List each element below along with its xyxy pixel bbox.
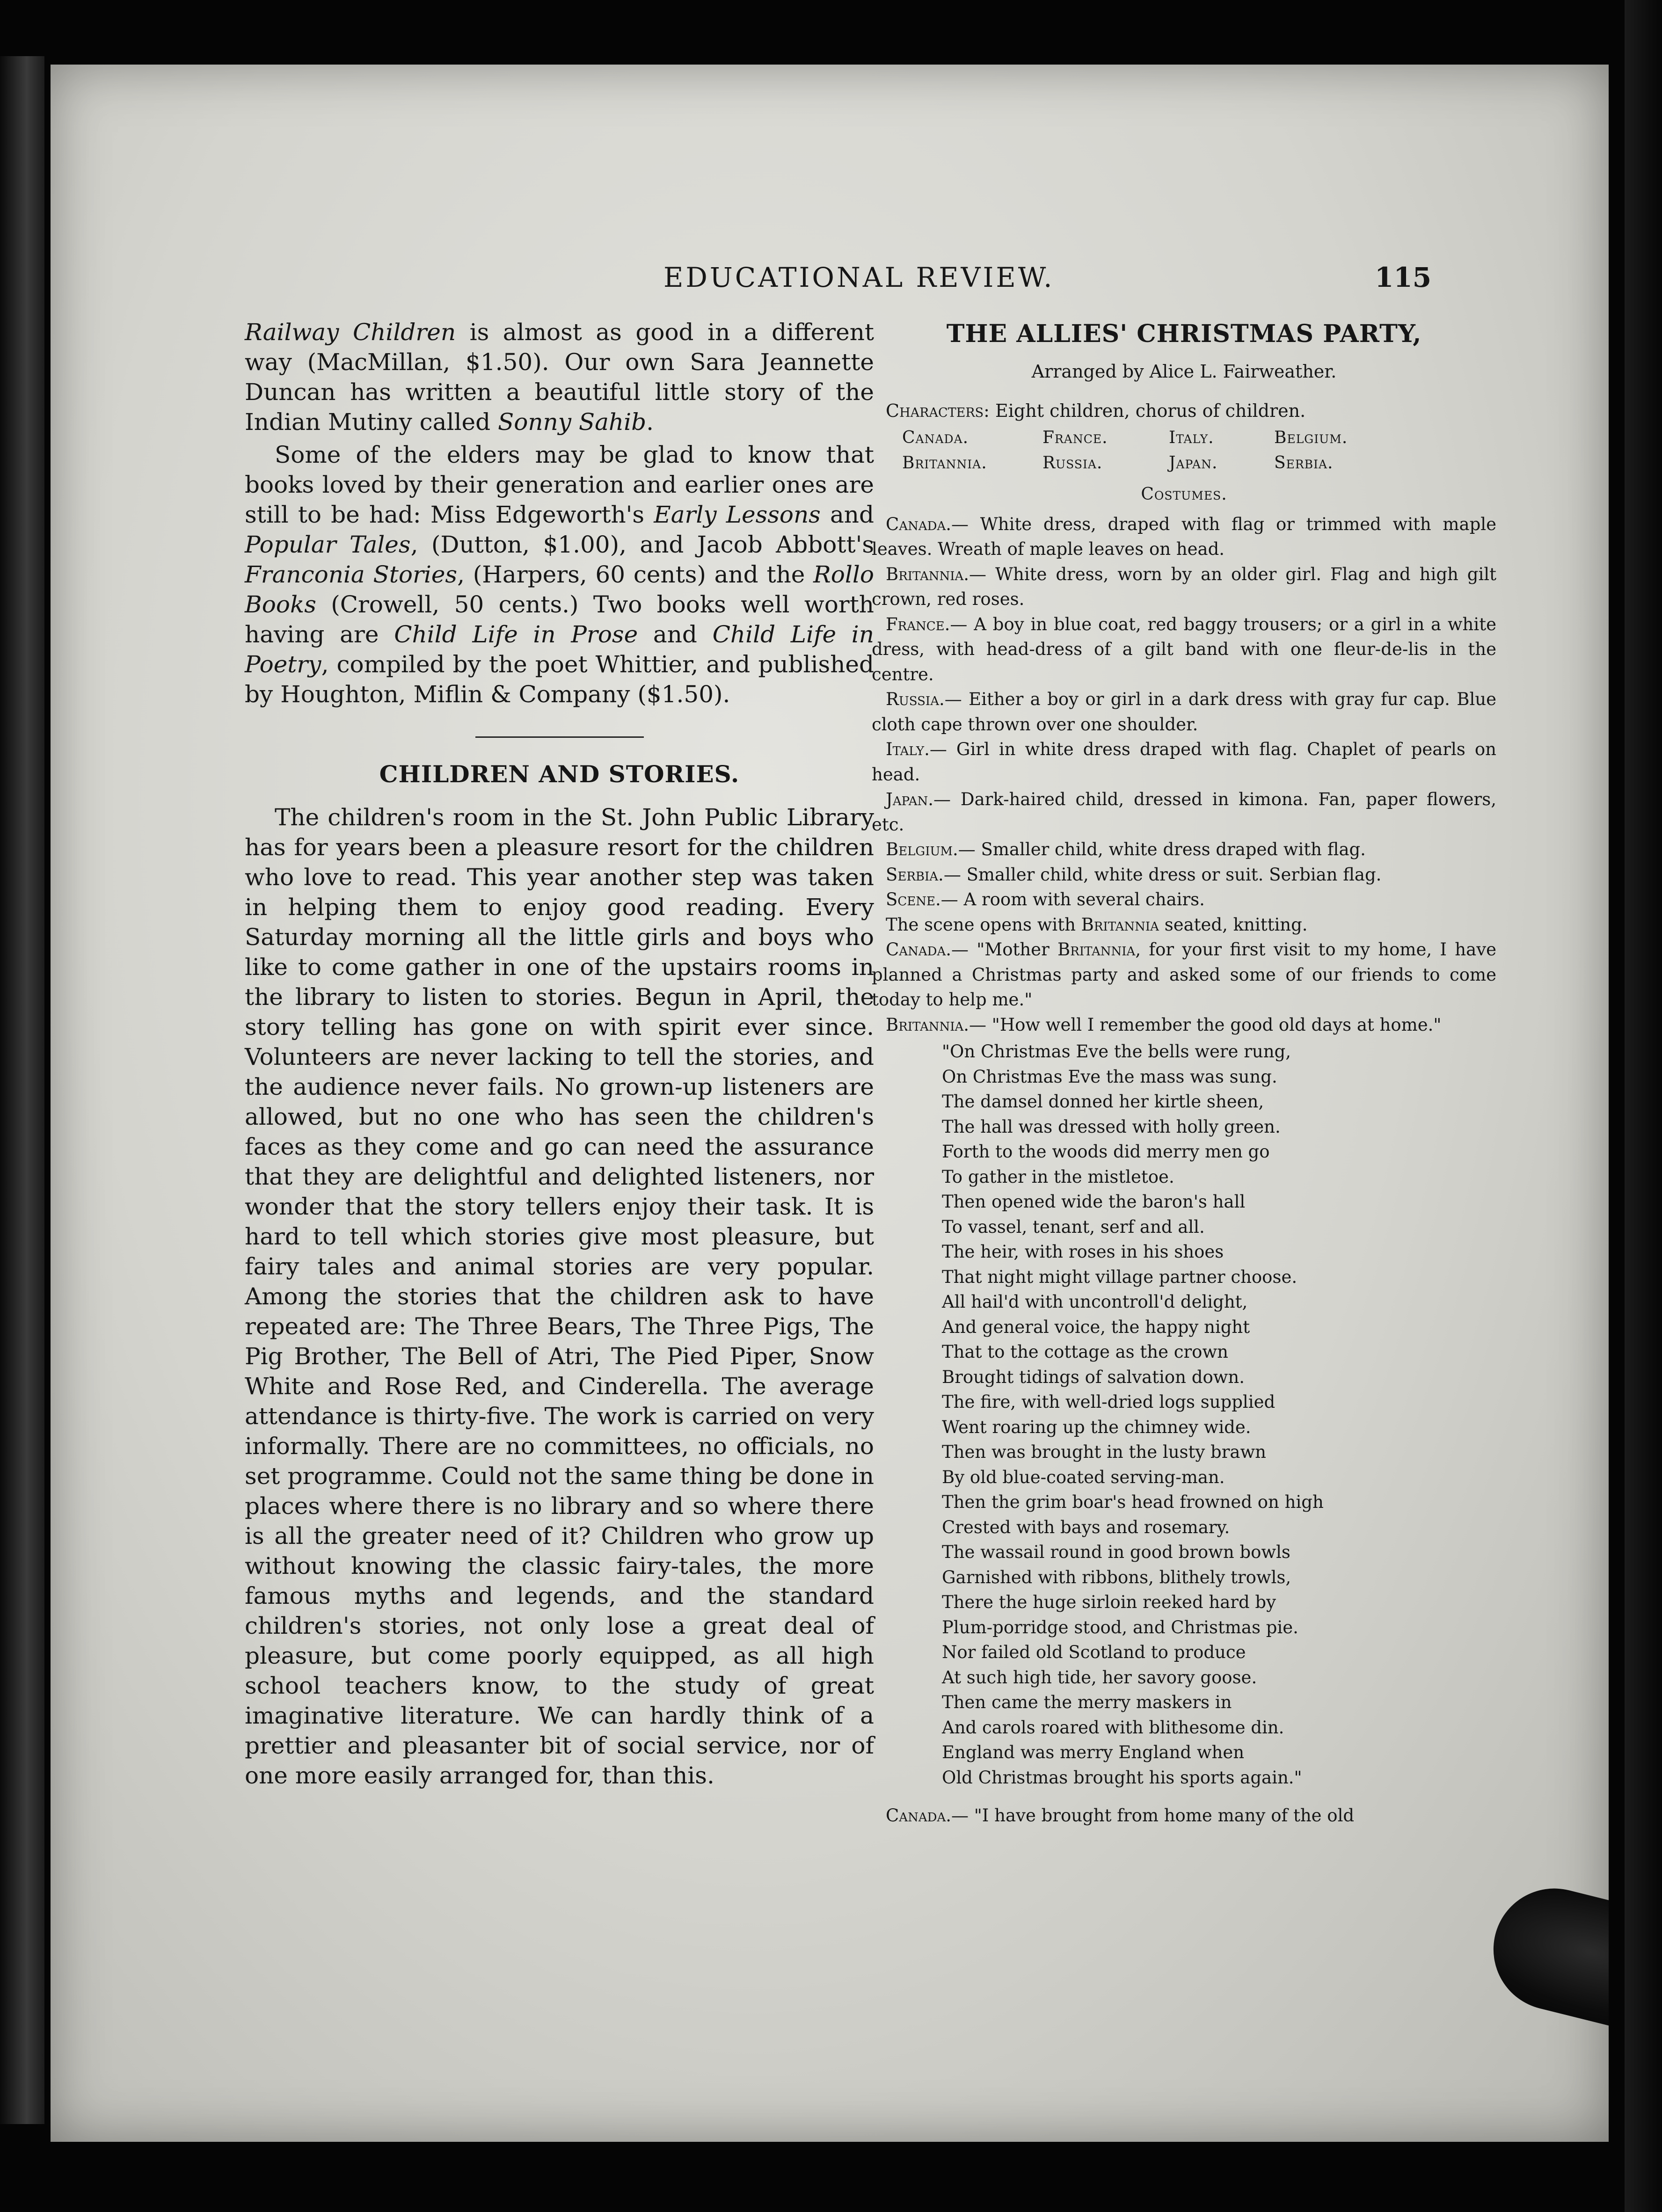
para2-text-e: (Crowell, 50 cents.) Two books well worth having are xyxy=(245,591,874,648)
poem-line: By old blue-coated serving-man. xyxy=(942,1467,1225,1487)
costume-entry xyxy=(872,787,1496,837)
poem-line: Then was brought in the lusty brawn xyxy=(942,1442,1266,1462)
poem-line: Plum-porridge stood, and Christmas pie. xyxy=(942,1617,1298,1637)
title-franconia-stories: Franconia Stories xyxy=(245,561,458,588)
country-name: Russia. xyxy=(1042,453,1103,473)
para2-text-d: , (Harpers, 60 cents) and the xyxy=(457,561,814,588)
title-child-life-prose: Child Life in Prose xyxy=(394,621,638,648)
title-early-lessons: Early Lessons xyxy=(654,501,821,528)
dialogue-britannia xyxy=(872,1012,1496,1038)
para2-text-a: Some of the elders may be glad to know that books loved by their generation and earlier ones are still to be had: Miss Edgeworth's xyxy=(245,441,874,528)
section-divider xyxy=(475,736,644,738)
entry-text: — White dress, draped with flag or trimmed with maple leaves. Wreath of maple leaves on head. xyxy=(872,514,1496,559)
costume-entry xyxy=(872,512,1496,562)
poem-line: The heir, with roses in his shoes xyxy=(942,1242,1224,1262)
running-header xyxy=(51,256,1609,298)
paragraph-elders-books xyxy=(245,440,874,709)
poem-line: Garnished with ribbons, blithely trowls, xyxy=(942,1567,1291,1587)
scene-open-britannia: Britannia xyxy=(1081,914,1159,935)
poem-line: Crested with bays and rosemary. xyxy=(942,1517,1230,1537)
country-name: Serbia. xyxy=(1274,453,1334,473)
scene-entry xyxy=(872,887,1496,912)
entry-name: Belgium. xyxy=(886,839,958,859)
journal-title: EDUCATIONAL REVIEW. xyxy=(663,262,1055,293)
poem-line: At such high tide, her savory goose. xyxy=(942,1667,1257,1688)
scene-open-text: The scene opens with xyxy=(886,914,1081,935)
scene-open-text-end: seated, knitting. xyxy=(1159,914,1308,935)
poem-line: The fire, with well-dried logs supplied xyxy=(942,1392,1276,1412)
entry-text: — Dark-haired child, dressed in kimona. Fan, paper flowers, etc. xyxy=(872,789,1496,835)
entry-text: — Smaller child, white dress draped with flag. xyxy=(958,839,1366,859)
costume-entry xyxy=(872,737,1496,787)
poem-line: All hail'd with uncontroll'd delight, xyxy=(942,1292,1248,1312)
characters-label: Characters: xyxy=(886,400,990,421)
para1-end: . xyxy=(646,408,654,436)
characters-line xyxy=(886,399,1496,424)
poem-line: On Christmas Eve the mass was sung. xyxy=(942,1066,1277,1087)
christmas-poem xyxy=(942,1039,1496,1790)
title-child-life-poetry: Child Life in Poetry xyxy=(245,621,875,678)
speaker-britannia: Britannia. xyxy=(886,1014,970,1035)
costume-entry xyxy=(872,862,1496,888)
costume-entry xyxy=(872,612,1496,687)
right-column xyxy=(872,317,1496,1828)
article-title-allies-party: THE ALLIES' CHRISTMAS PARTY, xyxy=(946,320,1422,348)
entry-text: — White dress, worn by an older girl. Flag and high gilt crown, red roses. xyxy=(872,564,1496,609)
characters-text: Eight children, chorus of children. xyxy=(989,400,1306,421)
poem-line: Old Christmas brought his sports again." xyxy=(942,1767,1302,1788)
dialogue-canada-final xyxy=(872,1803,1496,1828)
poem-line: England was merry England when xyxy=(942,1742,1245,1762)
paragraph-children-stories: The children's room in the St. John Public Library has for years been a pleasure resort for the children who love to read. This year another step was taken in helping them to enjoy good reading. Every Saturday morning all the little girls and boys who like to come gather in one of the upstairs rooms in the library to listen to stories. Begun in April, the story telling has gone on with spirit ever since. Volunteers are never lacking to tell the stories, and the audience never fails. No grown-up listeners are allowed, but no one who has seen the children's faces as they come and go can need the assurance that they are delightful and delighted listeners, nor wonder that the story tellers enjoy their task. It is hard to tell which stories give most pleasure, but fairy tales and animal stories are very popular. Among the stories that the children ask to have repeated are: The Three Bears, The Three Pigs, The Pig Brother, The Bell of Atri, The Pied Piper, Snow White and Rose Red, and Cinderella. The average attendance is thirty-five. The work is carried on very informally. There are no committees, no officials, no set programme. Could not the same thing be done in places where there is no library and so where there is all the greater need of it? Children who grow up without knowing the classic fairy-tales, the more famous myths and legends, and the standard children's stories, not only lose a great deal of pleasure, but come poorly equipped, as all high school teachers know, to the study of great imaginative literature. We can hardly think of a prettier and pleasanter bit of social service, nor of one more easily arranged for, than this. xyxy=(245,804,874,1789)
poem-line: Then the grim boar's head frowned on high xyxy=(942,1492,1324,1512)
title-railway-children: Railway Children xyxy=(245,319,456,346)
book-page xyxy=(51,65,1609,2142)
entry-text: — A boy in blue coat, red baggy trousers; or a girl in a white dress, with head-dress of a gilt band with one fleur-de-lis in the centre. xyxy=(872,614,1496,684)
title-rollo-books: Rollo Books xyxy=(245,561,874,618)
page-number: 115 xyxy=(1375,262,1432,293)
poem-line: Nor failed old Scotland to produce xyxy=(942,1642,1246,1662)
left-column xyxy=(245,317,874,1793)
para1-text: is almost as good in a different way (MacMillan, $1.50). Our own Sara Jeannette Duncan has written a beautiful little story of the Indian Mutiny called xyxy=(245,319,875,436)
title-popular-tales: Popular Tales xyxy=(245,531,411,558)
costume-entry xyxy=(872,562,1496,612)
poem-line: And general voice, the happy night xyxy=(942,1317,1250,1337)
poem-line: There the huge sirloin reeked hard by xyxy=(942,1592,1276,1612)
speaker-canada: Canada. xyxy=(886,1805,951,1826)
dialogue-text: — "I have brought from home many of the old xyxy=(951,1805,1355,1826)
paragraph-railway-children xyxy=(245,317,874,437)
thumb-shadow xyxy=(1480,1876,1609,2052)
scan-right-edge xyxy=(1625,0,1662,2212)
speaker-canada: Canada. xyxy=(886,939,951,960)
country-name: Japan. xyxy=(1169,453,1218,473)
costumes-heading: Costumes. xyxy=(1141,485,1227,504)
title-sonny-sahib: Sonny Sahib xyxy=(497,408,647,436)
entry-name: France. xyxy=(886,614,950,634)
poem-line: To gather in the mistletoe. xyxy=(942,1166,1174,1187)
costume-entry xyxy=(872,837,1496,862)
scan-left-edge xyxy=(0,56,44,2124)
poem-line: To vassel, tenant, serf and all. xyxy=(942,1216,1205,1237)
entry-name: Canada. xyxy=(886,514,951,534)
poem-line: The hall was dressed with holly green. xyxy=(942,1116,1281,1137)
entry-name: Japan. xyxy=(886,789,934,809)
poem-line: Then opened wide the baron's hall xyxy=(942,1192,1246,1212)
scene-opening xyxy=(872,912,1496,938)
poem-line: "On Christmas Eve the bells were rung, xyxy=(942,1041,1291,1062)
poem-line: The wassail round in good brown bowls xyxy=(942,1542,1290,1562)
country-name: France. xyxy=(1042,428,1108,447)
country-name: Italy. xyxy=(1169,428,1214,447)
section-title-children-stories: CHILDREN AND STORIES. xyxy=(379,760,740,788)
country-name: Canada. xyxy=(902,428,969,447)
para2-text-g: , compiled by the poet Whittier, and published by Houghton, Miflin & Company ($1.50). xyxy=(245,651,874,708)
entry-name: Serbia. xyxy=(886,864,944,885)
costume-entry xyxy=(872,687,1496,737)
dialogue-text-end: , for your first visit to my home, I have planned a Christmas party and asked some of our friends to come today to help me." xyxy=(872,939,1496,1010)
poem-line: And carols roared with blithesome din. xyxy=(942,1717,1284,1738)
country-name: Belgium. xyxy=(1274,428,1348,447)
dialogue-canada xyxy=(872,937,1496,1012)
poem-line: The damsel donned her kirtle sheen, xyxy=(942,1091,1264,1112)
para2-text-f: and xyxy=(638,621,713,648)
entry-text: — Either a boy or girl in a dark dress with gray fur cap. Blue cloth cape thrown over one shoulder. xyxy=(872,689,1496,735)
country-list xyxy=(902,425,1496,475)
poem-line: That night might village partner choose. xyxy=(942,1266,1298,1287)
poem-line: Brought tidings of salvation down. xyxy=(942,1367,1245,1387)
dialogue-text: — "Mother xyxy=(951,939,1058,960)
dialogue-text: — "How well I remember the good old days at home." xyxy=(969,1014,1442,1035)
country-name: Britannia. xyxy=(902,453,987,473)
entry-text: — A room with several chairs. xyxy=(940,889,1205,910)
entry-name: Italy. xyxy=(886,739,930,759)
poem-line: Then came the merry maskers in xyxy=(942,1692,1232,1712)
para2-text-b: and xyxy=(820,501,874,528)
poem-line: Went roaring up the chimney wide. xyxy=(942,1417,1251,1437)
poem-line: That to the cottage as the crown xyxy=(942,1342,1228,1362)
dialogue-britannia-name: Britannia xyxy=(1057,939,1136,960)
entry-text: — Smaller child, white dress or suit. Serbian flag. xyxy=(943,864,1382,885)
para2-text-c: , (Dutton, $1.00), and Jacob Abbott's xyxy=(410,531,874,558)
entry-name: Scene. xyxy=(886,889,941,910)
article-byline: Arranged by Alice L. Fairweather. xyxy=(1031,361,1337,382)
entry-name: Britannia. xyxy=(886,564,970,584)
poem-line: Forth to the woods did merry men go xyxy=(942,1142,1270,1162)
entry-name: Russia. xyxy=(886,689,945,709)
entry-text: — Girl in white dress draped with flag. Chaplet of pearls on head. xyxy=(872,739,1496,785)
